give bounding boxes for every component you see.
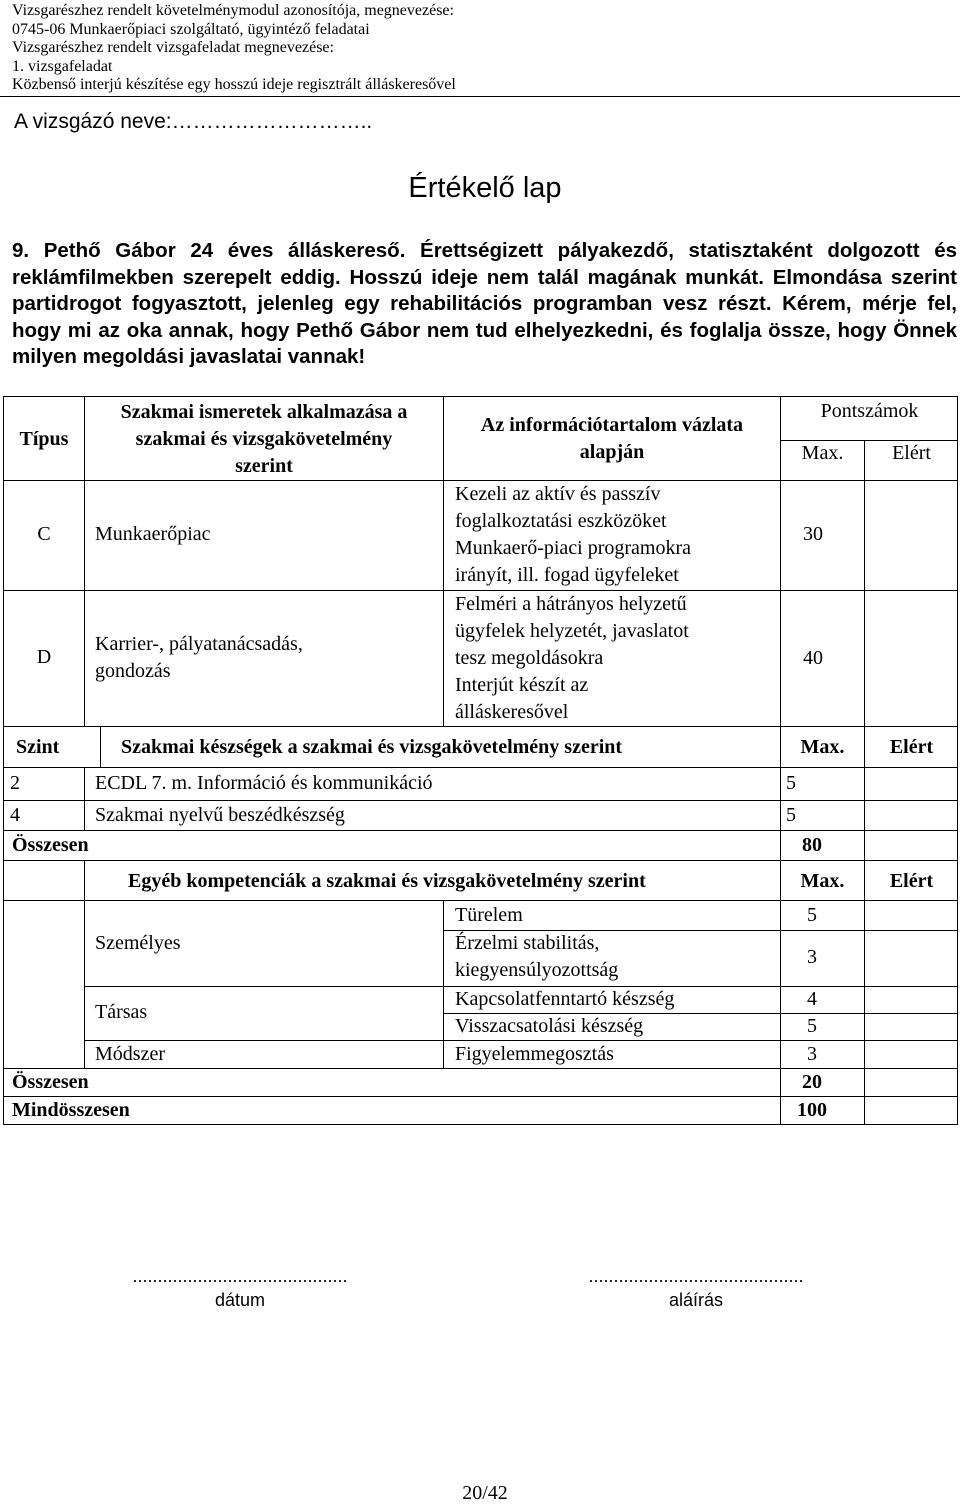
header-line: Közbenső interjú készítése egy hosszú ideje regisztrált álláskeresővel xyxy=(12,76,456,94)
category-social: Társas xyxy=(95,1001,148,1023)
competency-max: 3 xyxy=(807,946,817,968)
row-type-d: D xyxy=(36,646,52,668)
row-info-d: Felméri a hátrányos helyzetű xyxy=(455,593,687,615)
other-max-header: Max. xyxy=(800,870,845,892)
row-max-c: 30 xyxy=(803,523,823,545)
row-area-c: Munkaerőpiac xyxy=(95,523,211,545)
competency-name: Figyelemmegosztás xyxy=(455,1043,614,1065)
page-number: 20/42 xyxy=(462,1482,508,1504)
column-header-info: alapján xyxy=(579,441,645,463)
row-area-d: Karrier-, pályatanácsadás, xyxy=(95,633,303,655)
row-info-d: tesz megoldásokra xyxy=(455,647,604,669)
competency-name: kiegyensúlyozottság xyxy=(455,959,619,981)
column-header-knowledge: Szakmai ismeretek alkalmazása a xyxy=(120,401,408,423)
header-line: Vizsgarészhez rendelt követelménymodul azonosítója, megnevezése: xyxy=(12,2,454,19)
signature-line: ........................................... xyxy=(588,1266,804,1286)
column-header-max: Max. xyxy=(801,442,844,464)
competency-name: Érzelmi stabilitás, xyxy=(455,932,600,954)
skill-level: 2 xyxy=(10,772,20,794)
subtotal-label: Összesen xyxy=(12,834,89,856)
competency-name: Türelem xyxy=(455,904,523,926)
category-personal: Személyes xyxy=(95,932,181,954)
header-line: Vizsgarészhez rendelt vizsgafeladat megnevezése: xyxy=(12,39,334,57)
level-header: Szint xyxy=(16,736,60,758)
document-header xyxy=(12,2,456,95)
skill-name: Szakmai nyelvű beszédkészség xyxy=(95,804,345,826)
category-method: Módszer xyxy=(95,1043,165,1065)
column-header-achieved: Elért xyxy=(892,442,931,464)
competency-max: 4 xyxy=(807,988,817,1010)
skill-max: 5 xyxy=(786,804,796,826)
task-description: 9. Pethő Gábor 24 éves álláskereső. Érettségizett pályakezdő, statisztaként dolgozott és reklámfilmekben szerepelt eddig. Hosszú ideje nem talál magának munkát. Elmondása szerint partidrogot fogyasztott, jelenleg egy rehabilitációs programban vesz részt. Kérem, mérje fel, hogy mi az oka annak, hogy Pethő Gábor nem tud elhelyezkedni, és foglalja össze, hogy Önnek milyen megoldási javaslatai vannak! xyxy=(12,239,957,369)
skills-header: Szakmai készségek a szakmai és vizsgakövetelmény szerint xyxy=(121,736,623,758)
skills-max-header: Max. xyxy=(800,736,845,758)
header-divider xyxy=(0,96,960,97)
column-header-info: Az információtartalom vázlata xyxy=(480,414,744,436)
row-info-c: foglalkoztatási eszközöket xyxy=(455,510,667,532)
subtotal-value: 20 xyxy=(802,1071,822,1093)
row-info-c: Kezeli az aktív és passzív xyxy=(455,483,661,505)
row-type-c: C xyxy=(37,523,51,545)
candidate-name-field: A vizsgázó neve:……………………….. xyxy=(14,110,373,133)
row-info-c: irányít, ill. fogad ügyfeleket xyxy=(455,564,679,586)
row-area-d: gondozás xyxy=(95,660,171,682)
skills-achieved-header: Elért xyxy=(889,736,934,758)
row-info-d: Interjút készít az xyxy=(455,674,589,696)
subtotal-value: 80 xyxy=(802,834,822,856)
header-line: 1. vizsgafeladat xyxy=(12,57,113,75)
skill-max: 5 xyxy=(786,772,796,794)
column-header-type: Típus xyxy=(19,428,69,450)
competency-max: 5 xyxy=(807,1015,817,1037)
competency-max: 3 xyxy=(807,1043,817,1065)
other-achieved-header: Elért xyxy=(889,870,934,892)
column-header-knowledge: szakmai és vizsgakövetelmény xyxy=(135,428,393,450)
row-info-d: ügyfelek helyzetét, javaslatot xyxy=(455,620,689,642)
competency-name: Visszacsatolási készség xyxy=(455,1015,644,1037)
row-info-c: Munkaerő-piaci programokra xyxy=(455,537,692,559)
header-line: 0745-06 Munkaerőpiaci szolgáltató, ügyintéző feladatai xyxy=(12,20,370,38)
column-header-knowledge: szerint xyxy=(235,455,293,477)
competency-name: Kapcsolatfenntartó készség xyxy=(455,988,675,1010)
row-info-d: álláskeresővel xyxy=(455,701,569,723)
skill-name: ECDL 7. m. Információ és kommunikáció xyxy=(95,772,433,794)
grand-total-label: Mindösszesen xyxy=(12,1099,130,1121)
column-header-points: Pontszámok xyxy=(820,400,919,422)
grand-total-value: 100 xyxy=(797,1099,827,1121)
competency-max: 5 xyxy=(807,904,817,926)
signature-label: aláírás xyxy=(668,1290,724,1310)
skill-level: 4 xyxy=(10,804,20,826)
page-title: Értékelő lap xyxy=(408,172,562,204)
other-competencies-header: Egyéb kompetenciák a szakmai és vizsgakövetelmény szerint xyxy=(128,870,646,892)
row-max-d: 40 xyxy=(803,647,823,669)
subtotal-label: Összesen xyxy=(12,1071,89,1093)
date-label: dátum xyxy=(214,1290,266,1310)
date-line: ........................................... xyxy=(132,1266,348,1286)
